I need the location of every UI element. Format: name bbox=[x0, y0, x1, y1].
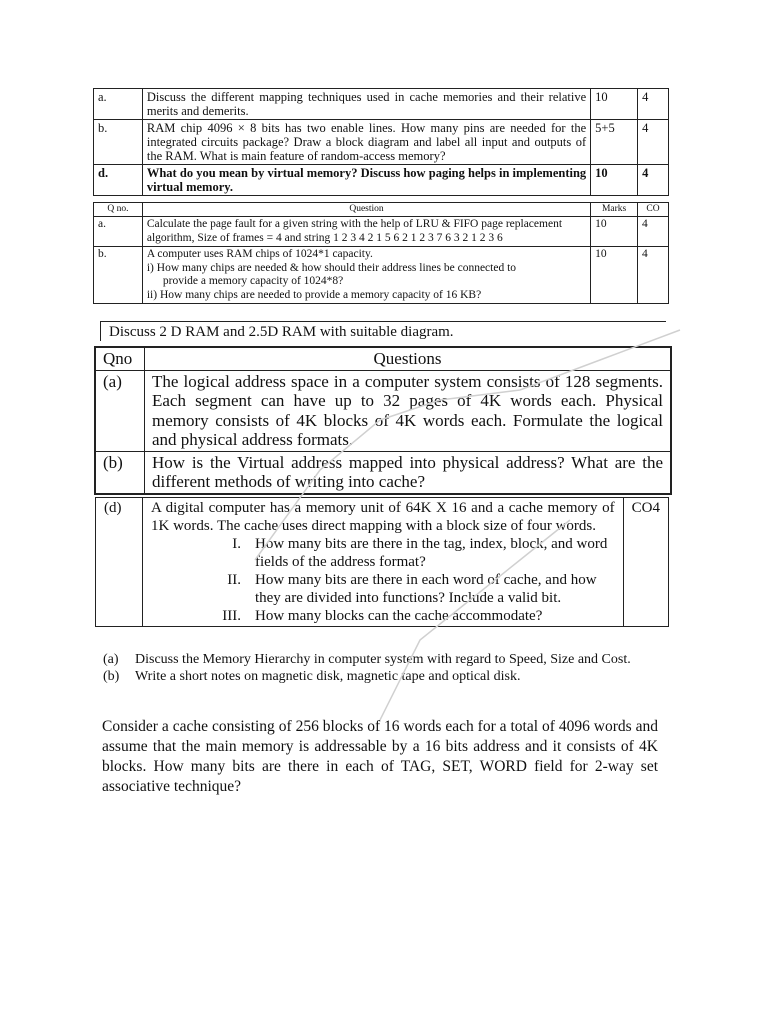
question-label: (a) bbox=[103, 652, 119, 667]
question-text bbox=[142, 498, 623, 627]
co-cell: 4 bbox=[638, 120, 669, 165]
marks-cell: 10 bbox=[591, 165, 638, 196]
question-text bbox=[142, 247, 590, 304]
question-line: i) How many chips are needed & how should their address lines be connected to bbox=[146, 261, 517, 274]
question-number: b. bbox=[94, 247, 143, 304]
question-cache-set-associative: Consider a cache consisting of 256 blocks of 16 words each for a total of 4096 words and assume that the main memory is addressable by a 16 bits address and it consists of 4K blocks. How many bits are there in each of TAG, SET, WORD field for 2-way set associative technique? bbox=[102, 718, 658, 795]
question-number: (d) bbox=[96, 498, 143, 627]
sub-question-text: How many bits are there in the tag, index, block, and word fields of the address format? bbox=[254, 536, 608, 570]
sub-question-number: I. bbox=[232, 536, 241, 552]
question-intro: A digital computer has a memory unit of 64K X 16 and a cache memory of 1K words. The cache uses direct mapping with a block size of four words. bbox=[150, 500, 615, 534]
table-row bbox=[95, 370, 671, 451]
question-item bbox=[103, 651, 663, 668]
question-text: Discuss the Memory Hierarchy in computer system with regard to Speed, Size and Cost. bbox=[135, 652, 631, 667]
sub-question-text: How many bits are there in each word of cache, and how they are divided into functions? Include a valid bit. bbox=[254, 572, 597, 606]
question-text: Calculate the page fault for a given string with the help of LRU & FIFO page replacement algorithm, Size of frames = 4 and string 1 2 3 4 2 1 5 6 2 1 2 3 7 6 3 2 1 2 3 6 bbox=[142, 217, 590, 247]
question-number: (a) bbox=[95, 370, 145, 451]
co-cell: 4 bbox=[638, 89, 669, 120]
header-co: CO bbox=[638, 203, 669, 217]
question-table-4 bbox=[95, 497, 669, 627]
question-table-3 bbox=[94, 346, 672, 495]
question-memory-hierarchy bbox=[103, 651, 663, 685]
header-marks: Marks bbox=[591, 203, 638, 217]
question-table-1 bbox=[93, 88, 669, 196]
table-header-row bbox=[94, 203, 669, 217]
table-row bbox=[94, 247, 669, 304]
question-number: (b) bbox=[95, 451, 145, 494]
question-table-2 bbox=[93, 202, 669, 304]
table-header-row bbox=[95, 347, 671, 370]
marks-cell: 5+5 bbox=[591, 120, 638, 165]
table-row bbox=[94, 120, 669, 165]
question-text: What do you mean by virtual memory? Discuss how paging helps in implementing virtual memory. bbox=[142, 165, 590, 196]
question-number: b. bbox=[94, 120, 143, 165]
marks-cell: 10 bbox=[591, 247, 638, 304]
co-cell: 4 bbox=[638, 247, 669, 304]
question-text: The logical address space in a computer system consists of 128 segments. Each segment can have up to 32 pages of 4K words each. Physical memory consists of 4K blocks of 4K words each. Formulate the logical and physical address formats. bbox=[145, 370, 672, 451]
co-cell: 4 bbox=[638, 217, 669, 247]
table-row bbox=[95, 451, 671, 494]
table-row bbox=[96, 498, 669, 627]
marks-cell: 10 bbox=[591, 89, 638, 120]
co-cell: 4 bbox=[638, 165, 669, 196]
question-text: RAM chip 4096 × 8 bits has two enable lines. How many pins are needed for the integrated circuits package? Draw a block diagram and label all input and outputs of the RAM. What is main feature of random-access memory? bbox=[142, 120, 590, 165]
sub-question bbox=[151, 535, 615, 571]
question-text: How is the Virtual address mapped into physical address? What are the different methods of writing into cache? bbox=[145, 451, 672, 494]
question-label: (b) bbox=[103, 669, 120, 684]
header-qno: Q no. bbox=[94, 203, 143, 217]
sub-question bbox=[151, 571, 615, 607]
sub-question bbox=[151, 607, 615, 625]
sub-question-number: II. bbox=[227, 572, 241, 588]
header-qno: Qno bbox=[95, 347, 145, 370]
sub-question-text: How many blocks can the cache accommodate? bbox=[254, 608, 543, 624]
table-row bbox=[94, 217, 669, 247]
header-question: Question bbox=[142, 203, 590, 217]
header-questions: Questions bbox=[145, 347, 672, 370]
question-line: A computer uses RAM chips of 1024*1 capacity. bbox=[146, 248, 373, 260]
question-number: a. bbox=[94, 217, 143, 247]
question-line: provide a memory capacity of 1024*8? bbox=[162, 275, 344, 287]
table-row bbox=[94, 165, 669, 196]
question-2d-ram: Discuss 2 D RAM and 2.5D RAM with suitable diagram. bbox=[100, 321, 666, 341]
marks-cell: 10 bbox=[591, 217, 638, 247]
question-text: Discuss the different mapping techniques used in cache memories and their relative merits and demerits. bbox=[142, 89, 590, 120]
question-number: a. bbox=[94, 89, 143, 120]
question-line: ii) How many chips are needed to provide a memory capacity of 16 KB? bbox=[146, 288, 482, 301]
question-text: Write a short notes on magnetic disk, magnetic tape and optical disk. bbox=[135, 669, 521, 684]
question-item bbox=[103, 668, 663, 685]
question-number: d. bbox=[94, 165, 143, 196]
sub-question-number: III. bbox=[222, 608, 241, 624]
table-row bbox=[94, 89, 669, 120]
co-cell: CO4 bbox=[623, 498, 668, 627]
